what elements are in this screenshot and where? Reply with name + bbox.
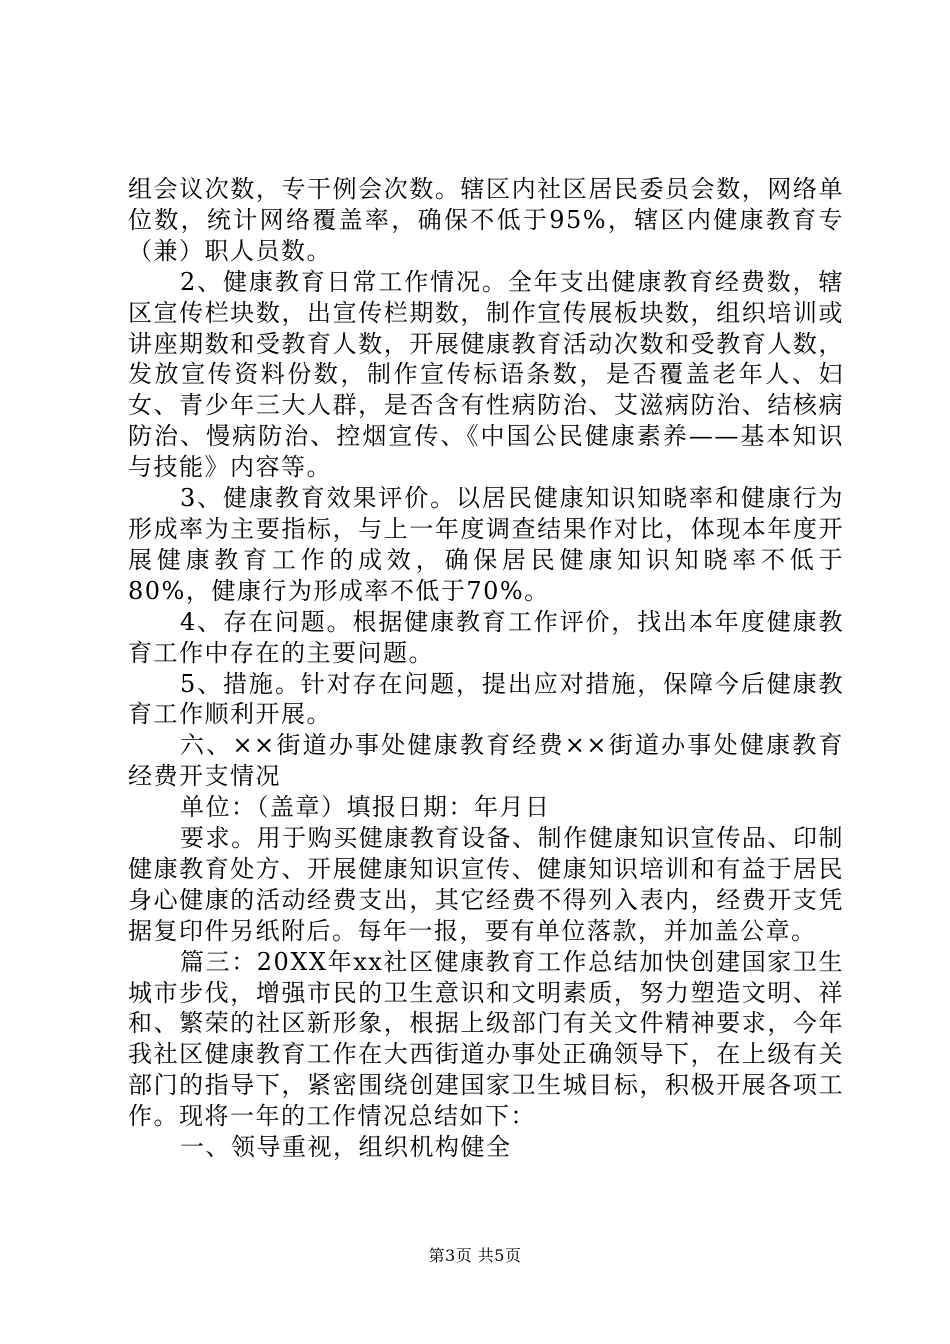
document-body (128, 174, 844, 1163)
paragraph-daily-work: 2、健康教育日常工作情况。全年支出健康教育经费数，辖区宣传栏块数，出宣传栏期数，制作宣传展板块数，组织培训或讲座期数和受教育人数，开展健康教育活动次数和受教育人数，发放宣传资料份数，制作宣传标语条数，是否覆盖老年人、妇女、青少年三大人群，是否含有性病防治、艾滋病防治、结核病防治、慢病防治、控烟宣传、《中国公民健康素养——基本知识与技能》内容等。 (128, 267, 844, 482)
paragraph-section-six-heading: 六、××街道办事处健康教育经费××街道办事处健康教育经费开支情况 (128, 731, 844, 791)
paragraph-section-one-heading: 一、领导重视，组织机构健全 (180, 1133, 512, 1162)
paragraph-unit-date: 单位：（盖章）填报日期：年月日 (180, 793, 551, 822)
page-footer: 第3页 共5页 (428, 1246, 522, 1265)
paragraph-effect-evaluation: 3、健康教育效果评价。以居民健康知识知晓率和健康行为形成率为主要指标，与上一年度调查结果作对比，体现本年度开展健康教育工作的成效，确保居民健康知识知晓率不低于80%，健康行为形成率不低于70%。 (128, 484, 844, 605)
paragraph-requirements: 要求。用于购买健康教育设备、制作健康知识宣传品、印制健康教育处方、开展健康知识宣传、健康知识培训和有益于居民身心健康的活动经费支出，其它经费不得列入表内，经费开支凭据复印件另纸附后。每年一报，要有单位落款，并加盖公章。 (128, 824, 844, 945)
paragraph-article-three: 篇三：20XX年xx社区健康教育工作总结加快创建国家卫生城市步伐，增强市民的卫生意识和文明素质，努力塑造文明、祥和、繁荣的社区新形象，根据上级部门有关文件精神要求，今年我社区健康教育工作在大西街道办事处正确领导下，在上级有关部门的指导下，紧密围绕创建国家卫生城目标，积极开展各项工作。现将一年的工作情况总结如下： (128, 947, 844, 1131)
paragraph-measures: 5、措施。针对存在问题，提出应对措施，保障今后健康教育工作顺利开展。 (128, 669, 844, 729)
paragraph-network-stats: 组会议次数，专干例会次数。辖区内社区居民委员会数，网络单位数，统计网络覆盖率，确保不低于95%，辖区内健康教育专（兼）职人员数。 (128, 175, 844, 265)
paragraph-problems: 4、存在问题。根据健康教育工作评价，找出本年度健康教育工作中存在的主要问题。 (128, 607, 844, 667)
